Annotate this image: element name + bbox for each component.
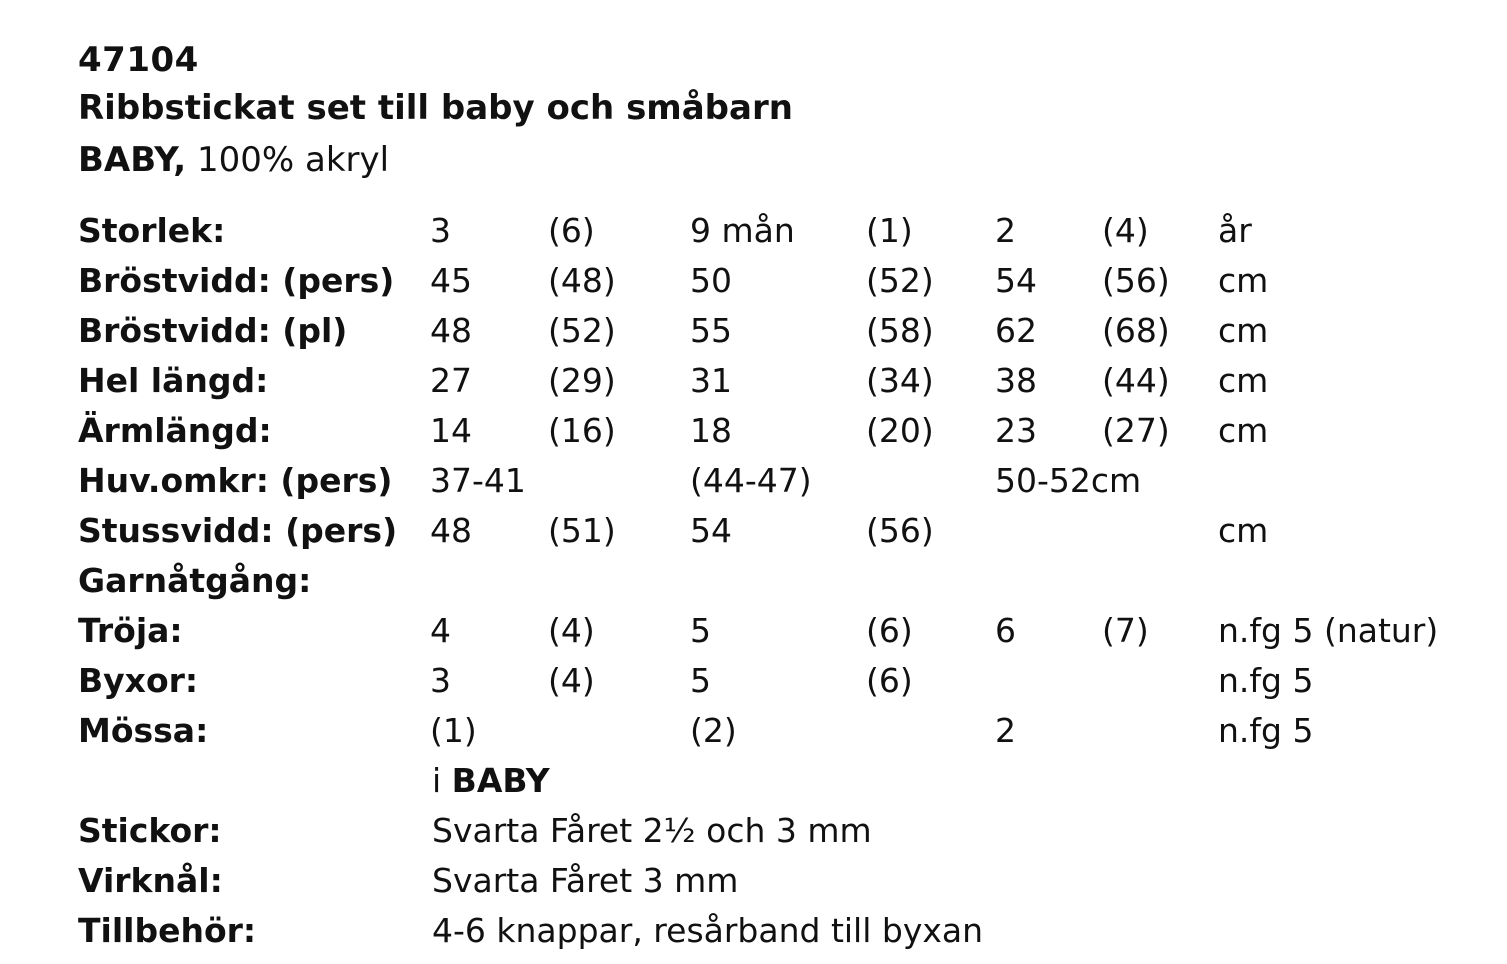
table-cell: (29) xyxy=(548,361,616,400)
yarn-composition: 100% akryl xyxy=(197,140,390,180)
table-cell: 4 xyxy=(430,611,451,650)
table-cell: 31 xyxy=(690,361,732,400)
table-row xyxy=(0,711,1507,761)
table-cell: (56) xyxy=(1102,261,1170,300)
table-cell: 18 xyxy=(690,411,732,450)
table-cell: cm xyxy=(1218,361,1269,400)
table-cell: (1) xyxy=(430,711,477,750)
table-cell: (58) xyxy=(866,311,934,350)
row-label: Stussvidd: (pers) xyxy=(78,511,398,550)
table-cell: (44-47) xyxy=(690,461,812,500)
table-cell: (34) xyxy=(866,361,934,400)
pattern-title: Ribbstickat set till baby och småbarn xyxy=(78,88,793,128)
row-label: Mössa: xyxy=(78,711,209,750)
table-cell: 54 xyxy=(690,511,732,550)
row-label: Ärmlängd: xyxy=(78,411,272,450)
table-cell: (56) xyxy=(866,511,934,550)
table-cell: n.fg 5 xyxy=(1218,711,1314,750)
table-cell: (2) xyxy=(690,711,737,750)
table-cell: cm xyxy=(1218,261,1269,300)
table-cell: (4) xyxy=(548,661,595,700)
table-cell: 48 xyxy=(430,511,472,550)
table-row xyxy=(0,311,1507,361)
table-cell: 62 xyxy=(995,311,1037,350)
table-cell: 2 xyxy=(995,211,1016,250)
table-row xyxy=(0,561,1507,611)
yarn-line xyxy=(78,140,389,180)
table-cell: 3 xyxy=(430,661,451,700)
table-cell: 55 xyxy=(690,311,732,350)
table-cell: cm xyxy=(1218,511,1269,550)
yarn-note-text xyxy=(432,761,550,800)
material-value: Svarta Fåret 3 mm xyxy=(432,861,739,900)
table-cell: (20) xyxy=(866,411,934,450)
table-cell: 3 xyxy=(430,211,451,250)
table-cell: (16) xyxy=(548,411,616,450)
pattern-number: 47104 xyxy=(78,40,199,80)
material-label: Stickor: xyxy=(78,811,222,850)
yarn-note xyxy=(0,761,1507,811)
table-cell: 27 xyxy=(430,361,472,400)
table-cell: n.fg 5 xyxy=(1218,661,1314,700)
yarn-name: BABY, xyxy=(78,140,187,180)
table-cell: (48) xyxy=(548,261,616,300)
yarn-note-prefix: i xyxy=(432,761,442,800)
table-cell: 48 xyxy=(430,311,472,350)
table-cell: 5 xyxy=(690,611,711,650)
table-cell: 9 mån xyxy=(690,211,795,250)
table-row xyxy=(0,661,1507,711)
table-cell: 23 xyxy=(995,411,1037,450)
table-cell: 38 xyxy=(995,361,1037,400)
material-label: Virknål: xyxy=(78,861,223,900)
material-row xyxy=(0,861,1507,911)
table-cell: (1) xyxy=(866,211,913,250)
table-cell: (52) xyxy=(866,261,934,300)
row-label: Storlek: xyxy=(78,211,226,250)
table-cell: 54 xyxy=(995,261,1037,300)
table-cell: 50 xyxy=(690,261,732,300)
table-row xyxy=(0,211,1507,261)
row-label: Bröstvidd: (pers) xyxy=(78,261,395,300)
table-cell: n.fg 5 (natur) xyxy=(1218,611,1439,650)
table-cell: (4) xyxy=(1102,211,1149,250)
table-row xyxy=(0,611,1507,661)
table-cell: (6) xyxy=(548,211,595,250)
yarn-note-yarn: BABY xyxy=(451,761,550,800)
material-value: Svarta Fåret 2½ och 3 mm xyxy=(432,811,872,850)
table-cell: 37-41 xyxy=(430,461,526,500)
table-cell: 45 xyxy=(430,261,472,300)
material-row xyxy=(0,911,1507,961)
table-row xyxy=(0,361,1507,411)
row-label: Huv.omkr: (pers) xyxy=(78,461,393,500)
table-row xyxy=(0,511,1507,561)
row-label: Byxor: xyxy=(78,661,199,700)
table-row xyxy=(0,411,1507,461)
table-cell: (51) xyxy=(548,511,616,550)
table-cell: (44) xyxy=(1102,361,1170,400)
material-label: Tillbehör: xyxy=(78,911,257,950)
table-cell: (6) xyxy=(866,661,913,700)
row-label: Bröstvidd: (pl) xyxy=(78,311,348,350)
table-cell: (27) xyxy=(1102,411,1170,450)
table-cell: år xyxy=(1218,211,1252,250)
table-cell: 14 xyxy=(430,411,472,450)
table-cell: (7) xyxy=(1102,611,1149,650)
table-row xyxy=(0,261,1507,311)
row-label: Hel längd: xyxy=(78,361,269,400)
table-cell: 50-52cm xyxy=(995,461,1142,500)
table-cell: (52) xyxy=(548,311,616,350)
material-value: 4-6 knappar, resårband till byxan xyxy=(432,911,984,950)
row-label: Garnåtgång: xyxy=(78,561,312,600)
table-cell: (4) xyxy=(548,611,595,650)
table-cell: (6) xyxy=(866,611,913,650)
table-cell: (68) xyxy=(1102,311,1170,350)
row-label: Tröja: xyxy=(78,611,183,650)
table-cell: 5 xyxy=(690,661,711,700)
table-cell: 6 xyxy=(995,611,1016,650)
table-row xyxy=(0,461,1507,511)
table-cell: cm xyxy=(1218,311,1269,350)
table-cell: 2 xyxy=(995,711,1016,750)
table-cell: cm xyxy=(1218,411,1269,450)
material-row xyxy=(0,811,1507,861)
